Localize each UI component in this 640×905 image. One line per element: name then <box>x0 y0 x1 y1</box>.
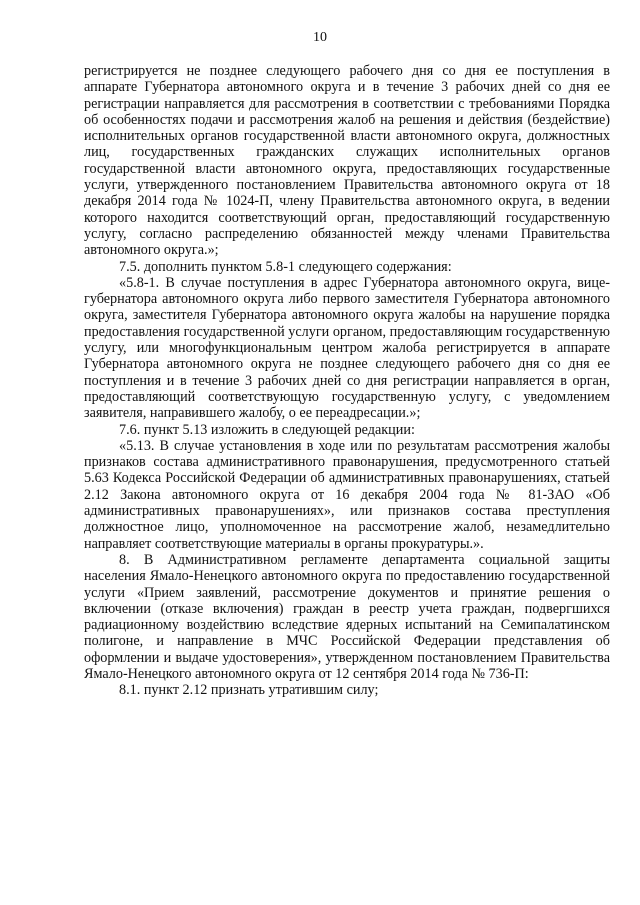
paragraph-item-8-1: 8.1. пункт 2.12 признать утратившим силу; <box>119 682 379 699</box>
paragraph-continuation: регистрируется не позднее следующего рабочего дня со дня ее поступления в аппарате Губернатора автономного округа и в течение 3 рабочих дней со дня ее регистрации направляется для рассмотрения в соответствии с требованиями Порядка об особенностях подачи и рассмотрения жалоб на решения и действия (бездействие) исполнительных органов государственной власти автономного округа, должностных лиц, государственных гражданских служащих исполнительных органов государственной власти автономного округа, предоставляющих государственные услуги, утвержденного постановлением Правительства автономного округа от 18 декабря 2014 года № 1024-П, члену Правительства автономного округа, в ведении которого находится соответствующий орган, предоставляющий государственную услугу, согласно распределению обязанностей между членами Правительства автономного округа.»; <box>84 63 610 259</box>
paragraph-item-7-5: 7.5. дополнить пунктом 5.8-1 следующего содержания: <box>119 258 452 275</box>
page-number: 10 <box>313 30 327 45</box>
document-body <box>84 63 610 699</box>
paragraph-clause-5-8-1: «5.8-1. В случае поступления в адрес Губернатора автономного округа, вице-губернатора автономного округа либо первого заместителя Губернатора автономного округа, заместителя Губернатора автономного округа жалобы на нарушение порядка предоставления государственной услуги органом, предоставляющим государственную услугу, или многофункциональным центром жалоба регистрируется в аппарате Губернатора автономного округа не позднее следующего рабочего дня со дня ее поступления и в течение 3 рабочих дней со дня регистрации направляется в орган, предоставляющий соответствующую государственную услугу, с уведомлением заявителя, направившего жалобу, о ее переадресации.»; <box>84 274 610 422</box>
paragraph-clause-5-13: «5.13. В случае установления в ходе или по результатам рассмотрения жалобы признаков состава административного правонарушения, предусмотренного статьей 5.63 Кодекса Российской Федерации об административных правонарушениях, статьей 2.12 Закона автономного округа от 16 декабря 2004 года № 81-ЗАО «Об административных правонарушениях», или признаков состава преступления должностное лицо, уполномоченное на рассмотрение жалоб, незамедлительно направляет соответствующие материалы в органы прокуратуры.». <box>84 437 610 552</box>
paragraph-item-7-6: 7.6. пункт 5.13 изложить в следующей редакции: <box>119 421 415 438</box>
paragraph-item-8: 8. В Административном регламенте департамента социальной защиты населения Ямало-Ненецкого автономного округа по предоставлению государственной услуги «Прием заявлений, рассмотрение документов и принятие решения о включении (отказе включения) граждан в реестр учета граждан, подвергшихся радиационному воздействию вследствие ядерных испытаний на Семипалатинском полигоне, и направление в МЧС Российской Федерации представления об оформлении и выдаче удостоверения», утвержденном постановлением Правительства Ямало-Ненецкого автономного округа от 12 сентября 2014 года № 736-П: <box>84 551 610 682</box>
